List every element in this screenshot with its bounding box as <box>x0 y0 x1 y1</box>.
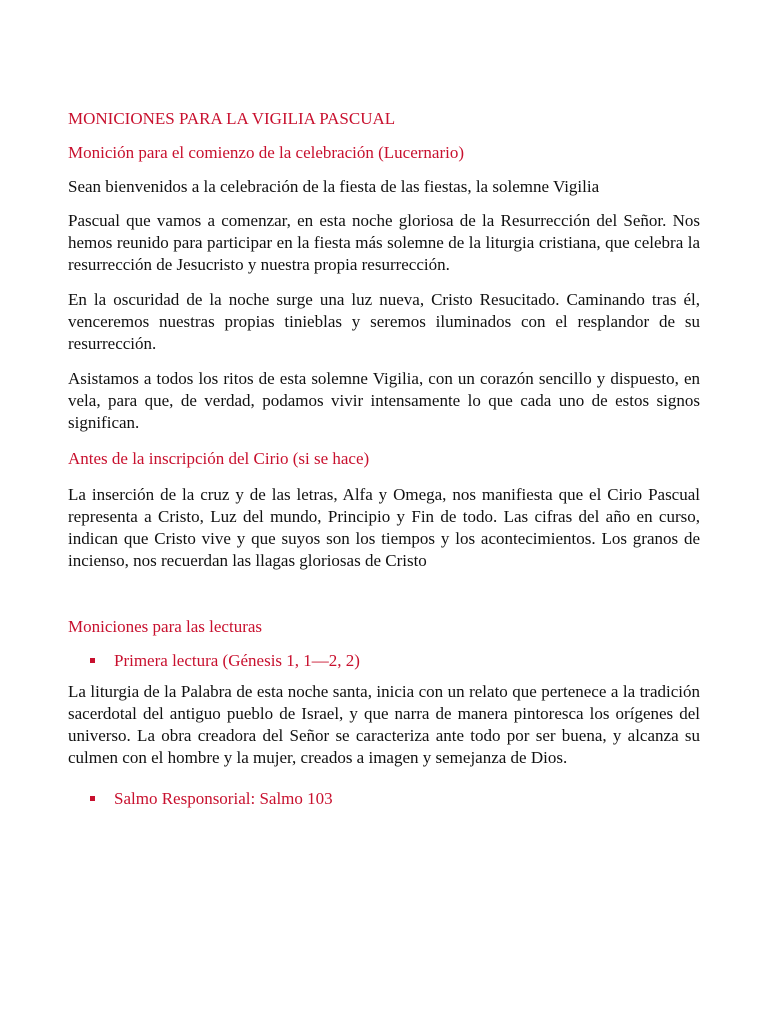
bullet-label: Salmo Responsorial: Salmo 103 <box>114 789 333 808</box>
section-heading-lucernario: Monición para el comienzo de la celebración (Lucernario) <box>68 143 464 162</box>
bullet-item-primera-lectura <box>68 650 700 672</box>
paragraph-liturgia: La liturgia de la Palabra de esta noche santa, inicia con un relato que pertenece a la tradición sacerdotal del antiguo pueblo de Israel, y que narra de manera pintoresca los orígenes del universo. La obra creadora del Señor se caracteriza ante todo por ser buena, y alcanza su culmen con el hombre y la mujer, creados a imagen y semejanza de Dios. <box>68 682 700 767</box>
paragraph-oscuridad: En la oscuridad de la noche surge una luz nueva, Cristo Resucitado. Caminando tras él, venceremos nuestras propias tinieblas y seremos iluminados con el resplandor de su resurrección. <box>68 290 700 353</box>
paragraph-welcome: Sean bienvenidos a la celebración de la fiesta de las fiestas, la solemne Vigilia <box>68 177 600 196</box>
document-page <box>68 100 700 810</box>
paragraph-insercion: La inserción de la cruz y de las letras, Alfa y Omega, nos manifiesta que el Cirio Pascual representa a Cristo, Luz del mundo, Principio y Fin de todo. Las cifras del año en curso, indican que Cristo vive y que suyos son los tiempos y los acontecimientos. Los granos de incienso, nos recuerdan las llagas gloriosas de Cristo <box>68 485 700 570</box>
section-heading-cirio: Antes de la inscripción del Cirio (si se hace) <box>68 449 370 468</box>
bullet-square-icon <box>90 658 95 663</box>
bullet-square-icon <box>90 796 95 801</box>
paragraph-asistamos: Asistamos a todos los ritos de esta solemne Vigilia, con un corazón sencillo y dispuesto, en vela, para que, de verdad, podamos vivir intensamente lo que cada uno de estos signos significan. <box>68 369 700 432</box>
paragraph-pascual: Pascual que vamos a comenzar, en esta noche gloriosa de la Resurrección del Señor. Nos hemos reunido para participar en la fiesta más solemne de la liturgia cristiana, que celebra la resurrección de Jesucristo y nuestra propia resurrección. <box>68 211 700 274</box>
section-heading-lecturas: Moniciones para las lecturas <box>68 617 263 636</box>
document-title: MONICIONES PARA LA VIGILIA PASCUAL <box>68 109 396 128</box>
bullet-item-salmo <box>68 788 700 810</box>
bullet-label: Primera lectura (Génesis 1, 1—2, 2) <box>114 651 360 670</box>
